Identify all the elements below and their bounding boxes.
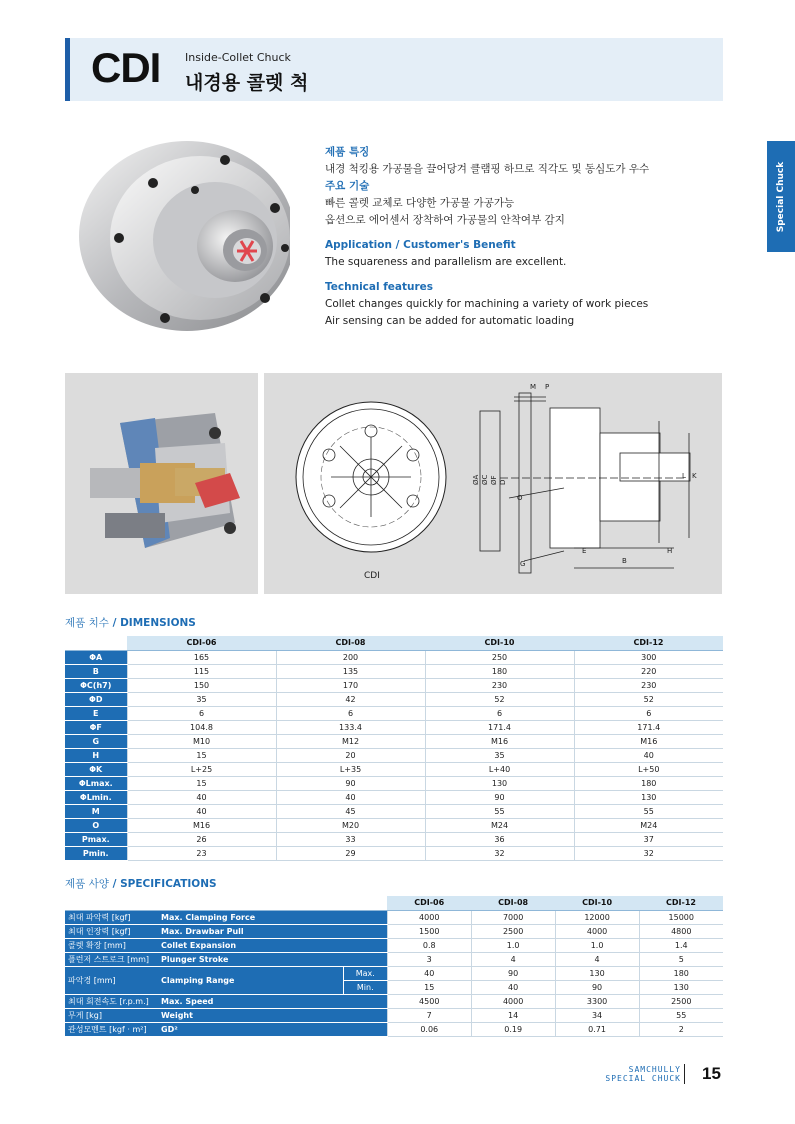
dimension-value: M16 xyxy=(127,818,276,832)
dimension-label: E xyxy=(65,706,127,720)
dimensions-row xyxy=(65,832,723,846)
en-tech-line-2: Air sensing can be added for automatic loading xyxy=(325,315,575,327)
dimension-label: H xyxy=(65,748,127,762)
dimension-value: 171.4 xyxy=(425,720,574,734)
spec-value: 3 xyxy=(387,952,471,966)
spec-value: 180 xyxy=(639,966,723,980)
dimensions-row xyxy=(65,818,723,832)
spec-value: 40 xyxy=(387,966,471,980)
spec-value: 130 xyxy=(639,980,723,994)
spec-value: 4800 xyxy=(639,924,723,938)
dimension-value: 35 xyxy=(425,748,574,762)
specifications-row xyxy=(65,1022,723,1036)
spec-value: 1.0 xyxy=(555,938,639,952)
dimensions-row xyxy=(65,650,723,664)
dimensions-table xyxy=(65,636,723,861)
dimension-value: 20 xyxy=(276,748,425,762)
dimension-value: 42 xyxy=(276,692,425,706)
dimensions-header-row xyxy=(65,636,723,650)
dimension-label: ΦK xyxy=(65,762,127,776)
header-accent-bar xyxy=(65,38,70,101)
drawing-label-a: ØA xyxy=(472,474,480,485)
dimension-value: 23 xyxy=(127,846,276,860)
en-tech-line-1: Collet changes quickly for machining a variety of work pieces xyxy=(325,298,649,310)
dimension-value: 33 xyxy=(276,832,425,846)
dimension-value: 52 xyxy=(425,692,574,706)
spec-value: 4000 xyxy=(555,924,639,938)
specifications-row xyxy=(65,910,723,924)
dimension-value: 250 xyxy=(425,650,574,664)
ko-features-text: 내경 척킹용 가공물을 끌어당겨 클램핑 하므로 직각도 및 동심도가 우수 xyxy=(325,163,650,175)
features-block xyxy=(325,144,745,330)
dimension-value: L+35 xyxy=(276,762,425,776)
spec-label-en: Max. Clamping Force xyxy=(159,910,387,924)
specifications-header-corner xyxy=(65,896,387,910)
dimension-value: 45 xyxy=(276,804,425,818)
spec-label-ko: 관성모멘트 [kgf · m²] xyxy=(65,1022,159,1036)
dimension-value: 165 xyxy=(127,650,276,664)
dimension-value: 115 xyxy=(127,664,276,678)
dimension-value: 26 xyxy=(127,832,276,846)
drawing-label-l: L xyxy=(682,472,686,480)
spec-value: 15000 xyxy=(639,910,723,924)
spec-value: 14 xyxy=(471,1008,555,1022)
spec-value: 1500 xyxy=(387,924,471,938)
drawing-label-e: E xyxy=(582,547,587,555)
dimension-label: ΦC(h7) xyxy=(65,678,127,692)
ko-tech-heading: 주요 기술 xyxy=(325,180,370,192)
dimension-value: M10 xyxy=(127,734,276,748)
dimension-value: 104.8 xyxy=(127,720,276,734)
spec-value: 0.19 xyxy=(471,1022,555,1036)
specifications-row xyxy=(65,966,723,980)
spec-label-en: Max. Drawbar Pull xyxy=(159,924,387,938)
dim-model-header: CDI-08 xyxy=(276,636,425,650)
dimension-value: 52 xyxy=(574,692,723,706)
dimension-value: 220 xyxy=(574,664,723,678)
brand-line-1: SAMCHULLY xyxy=(628,1065,681,1074)
dimensions-row xyxy=(65,846,723,860)
specifications-row xyxy=(65,938,723,952)
drawing-label-g: G xyxy=(520,560,526,568)
technical-drawing xyxy=(264,373,722,594)
drawing-label-k: K xyxy=(692,472,697,480)
spec-label-ko: 최대 인장력 [kgf] xyxy=(65,924,159,938)
dimension-value: 32 xyxy=(425,846,574,860)
dimension-value: 40 xyxy=(127,804,276,818)
dimension-value: 130 xyxy=(425,776,574,790)
spec-value: 12000 xyxy=(555,910,639,924)
dimension-value: M20 xyxy=(276,818,425,832)
dimension-value: M24 xyxy=(425,818,574,832)
dimension-value: 300 xyxy=(574,650,723,664)
dimensions-title-en: DIMENSIONS xyxy=(120,617,196,629)
dimension-label: ΦD xyxy=(65,692,127,706)
spec-sublabel: Min. xyxy=(343,980,387,994)
dimension-value: 40 xyxy=(127,790,276,804)
spec-label-ko: 최대 파악력 [kgf] xyxy=(65,910,159,924)
drawing-label-m: M xyxy=(530,383,537,391)
dimensions-row xyxy=(65,734,723,748)
dimension-value: 36 xyxy=(425,832,574,846)
dimensions-row xyxy=(65,748,723,762)
side-tab-label: Special Chuck xyxy=(776,161,786,232)
ko-tech-line-2: 옵션으로 에어센서 장착하여 가공물의 안착여부 감지 xyxy=(325,214,565,226)
ko-tech-line-1: 빠른 콜렛 교체로 다양한 가공물 가공가능 xyxy=(325,197,515,209)
dimension-value: L+25 xyxy=(127,762,276,776)
spec-value: 5 xyxy=(639,952,723,966)
technical-drawing-panel xyxy=(264,373,722,594)
dimensions-row xyxy=(65,664,723,678)
spec-value: 130 xyxy=(555,966,639,980)
spec-value: 15 xyxy=(387,980,471,994)
dimension-label: Pmax. xyxy=(65,832,127,846)
spec-model-header: CDI-10 xyxy=(555,896,639,910)
product-title-en: Inside-Collet Chuck xyxy=(185,51,291,64)
en-benefit-heading: Application / Customer's Benefit xyxy=(325,239,516,251)
spec-model-header: CDI-12 xyxy=(639,896,723,910)
dimension-value: 55 xyxy=(425,804,574,818)
dimension-value: 29 xyxy=(276,846,425,860)
dimensions-row xyxy=(65,678,723,692)
spec-value: 34 xyxy=(555,1008,639,1022)
dimension-value: 37 xyxy=(574,832,723,846)
brand-logo-text xyxy=(581,1065,681,1083)
collet-chuck-illustration xyxy=(75,128,290,333)
dim-model-header: CDI-10 xyxy=(425,636,574,650)
ko-features-heading: 제품 특징 xyxy=(325,146,370,158)
spec-value: 2500 xyxy=(471,924,555,938)
page-header xyxy=(65,38,723,101)
spec-label-en: Clamping Range xyxy=(159,966,343,994)
dimension-value: M12 xyxy=(276,734,425,748)
en-tech-heading: Technical features xyxy=(325,281,434,293)
dimension-value: 170 xyxy=(276,678,425,692)
spec-value: 0.8 xyxy=(387,938,471,952)
spec-value: 40 xyxy=(471,980,555,994)
specifications-title-en: SPECIFICATIONS xyxy=(120,878,217,890)
dimensions-row xyxy=(65,790,723,804)
dimension-value: 40 xyxy=(276,790,425,804)
dimension-value: 230 xyxy=(425,678,574,692)
spec-label-en: Max. Speed xyxy=(159,994,387,1008)
dimension-label: G xyxy=(65,734,127,748)
dimensions-row xyxy=(65,804,723,818)
dimension-label: O xyxy=(65,818,127,832)
spec-label-en: Collet Expansion xyxy=(159,938,387,952)
product-title-ko: 내경용 콜렛 척 xyxy=(185,72,309,94)
spec-label-en: Plunger Stroke xyxy=(159,952,387,966)
specifications-row xyxy=(65,994,723,1008)
dimension-value: 15 xyxy=(127,776,276,790)
dimension-value: M16 xyxy=(425,734,574,748)
specifications-table xyxy=(65,896,723,1037)
dimension-label: Pmin. xyxy=(65,846,127,860)
drawing-label-o: O xyxy=(517,494,523,502)
drawing-label-f: ØF xyxy=(490,475,498,485)
spec-value: 7000 xyxy=(471,910,555,924)
specifications-header-row xyxy=(65,896,723,910)
dimension-value: 230 xyxy=(574,678,723,692)
cutaway-render xyxy=(65,373,258,594)
dimension-value: 90 xyxy=(425,790,574,804)
product-code: CDI xyxy=(91,44,161,91)
cutaway-illustration xyxy=(65,373,258,594)
dimension-value: 6 xyxy=(276,706,425,720)
drawing-label-p: P xyxy=(545,383,550,391)
specifications-row xyxy=(65,952,723,966)
spec-value: 4500 xyxy=(387,994,471,1008)
dimension-value: 15 xyxy=(127,748,276,762)
spec-value: 4000 xyxy=(387,910,471,924)
drawing-label-c: ØC xyxy=(481,474,489,485)
spec-label-ko: 무게 [kg] xyxy=(65,1008,159,1022)
dimension-value: 130 xyxy=(574,790,723,804)
dimension-value: L+50 xyxy=(574,762,723,776)
spec-value: 3300 xyxy=(555,994,639,1008)
dimension-value: 200 xyxy=(276,650,425,664)
spec-model-header: CDI-08 xyxy=(471,896,555,910)
spec-label-en: Weight xyxy=(159,1008,387,1022)
dimension-value: 171.4 xyxy=(574,720,723,734)
spec-value: 90 xyxy=(471,966,555,980)
spec-label-ko: 플런저 스트로크 [mm] xyxy=(65,952,159,966)
spec-label-ko: 파악경 [mm] xyxy=(65,966,159,994)
dimensions-row xyxy=(65,776,723,790)
specifications-title: 제품 사양 / SPECIFICATIONS xyxy=(65,878,217,890)
drawing-label-d: D xyxy=(499,479,507,485)
drawing-caption: CDI xyxy=(364,571,380,581)
dimension-label: B xyxy=(65,664,127,678)
specifications-row xyxy=(65,1008,723,1022)
dimension-label: ΦLmax. xyxy=(65,776,127,790)
dimension-value: M24 xyxy=(574,818,723,832)
spec-value: 7 xyxy=(387,1008,471,1022)
dimension-value: 6 xyxy=(127,706,276,720)
dim-model-header: CDI-06 xyxy=(127,636,276,650)
spec-value: 1.4 xyxy=(639,938,723,952)
dimension-label: ΦLmin. xyxy=(65,790,127,804)
spec-value: 0.71 xyxy=(555,1022,639,1036)
spec-value: 1.0 xyxy=(471,938,555,952)
spec-sublabel: Max. xyxy=(343,966,387,980)
dimensions-row xyxy=(65,762,723,776)
dimension-value: 6 xyxy=(574,706,723,720)
dimensions-title: 제품 치수 / DIMENSIONS xyxy=(65,617,196,629)
dimension-label: M xyxy=(65,804,127,818)
dimension-value: 35 xyxy=(127,692,276,706)
dimension-value: L+40 xyxy=(425,762,574,776)
drawing-label-h: H xyxy=(667,547,673,555)
specifications-row xyxy=(65,924,723,938)
spec-value: 2 xyxy=(639,1022,723,1036)
page-number: 15 xyxy=(702,1064,721,1083)
section-side-tab xyxy=(767,141,795,252)
footer-divider xyxy=(684,1064,685,1084)
dimension-value: 55 xyxy=(574,804,723,818)
dimensions-row xyxy=(65,692,723,706)
dimension-value: 180 xyxy=(574,776,723,790)
dimension-value: 150 xyxy=(127,678,276,692)
spec-value: 0.06 xyxy=(387,1022,471,1036)
drawing-label-b: B xyxy=(622,557,627,565)
spec-value: 4 xyxy=(555,952,639,966)
dimension-value: 180 xyxy=(425,664,574,678)
spec-label-ko: 최대 회전속도 [r.p.m.] xyxy=(65,994,159,1008)
dimension-value: 32 xyxy=(574,846,723,860)
dim-model-header: CDI-12 xyxy=(574,636,723,650)
dimensions-row xyxy=(65,706,723,720)
dimension-value: 135 xyxy=(276,664,425,678)
dimension-value: 90 xyxy=(276,776,425,790)
spec-value: 55 xyxy=(639,1008,723,1022)
spec-value: 2500 xyxy=(639,994,723,1008)
dimension-value: M16 xyxy=(574,734,723,748)
spec-label-en: GD² xyxy=(159,1022,387,1036)
spec-value: 4000 xyxy=(471,994,555,1008)
spec-model-header: CDI-06 xyxy=(387,896,471,910)
en-benefit-text: The squareness and parallelism are excellent. xyxy=(325,256,567,268)
product-photo xyxy=(75,128,290,333)
dimension-label: ΦF xyxy=(65,720,127,734)
specifications-title-ko: 제품 사양 xyxy=(65,878,109,890)
dimension-value: 133.4 xyxy=(276,720,425,734)
spec-value: 4 xyxy=(471,952,555,966)
dimension-label: ΦA xyxy=(65,650,127,664)
dimension-value: 6 xyxy=(425,706,574,720)
dimension-value: 40 xyxy=(574,748,723,762)
spec-label-ko: 콜렛 확장 [mm] xyxy=(65,938,159,952)
spec-value: 90 xyxy=(555,980,639,994)
dimensions-row xyxy=(65,720,723,734)
dimensions-header-corner xyxy=(65,636,127,650)
brand-line-2: SPECIAL CHUCK xyxy=(605,1074,681,1083)
dimensions-title-ko: 제품 치수 xyxy=(65,617,109,629)
